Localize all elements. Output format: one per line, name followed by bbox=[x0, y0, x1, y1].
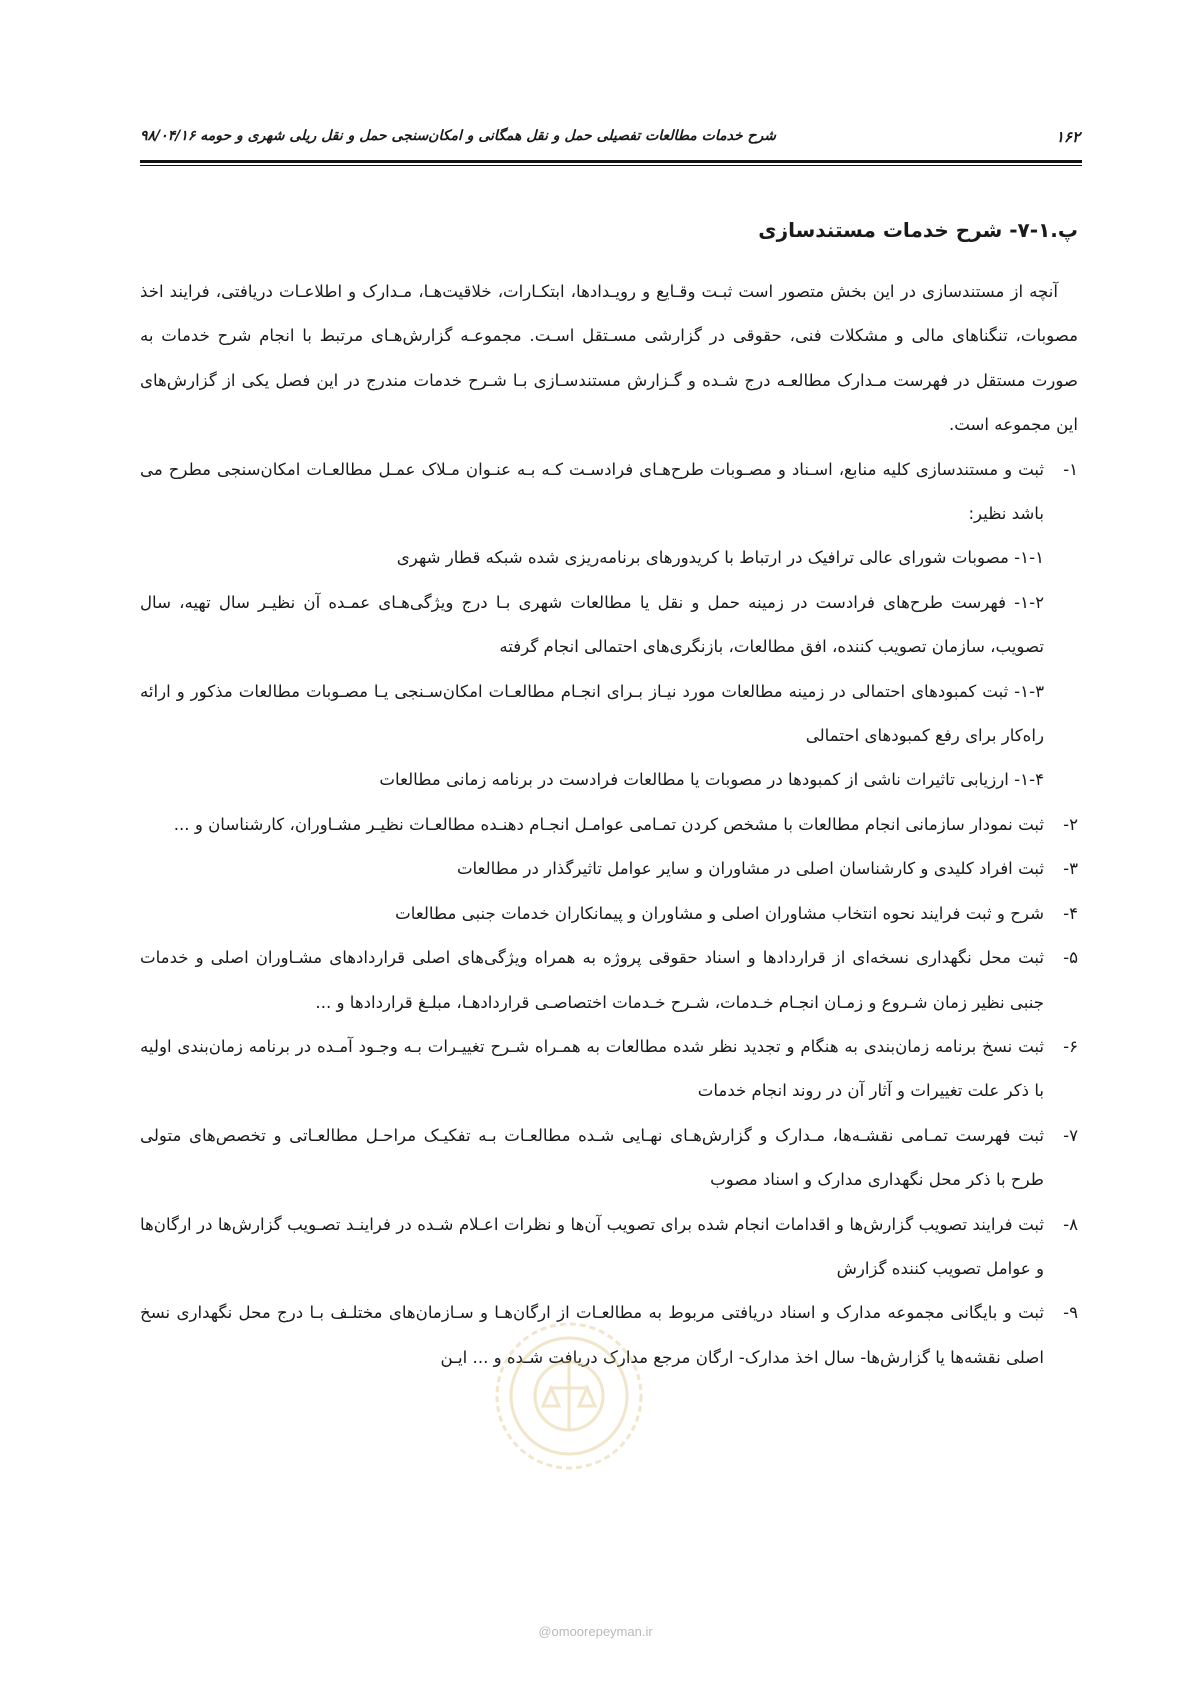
footer-site-watermark: @omoorepeyman.ir bbox=[538, 1624, 653, 1639]
list-item bbox=[140, 936, 1078, 1025]
header-rule bbox=[140, 160, 1082, 166]
item-number: ۴- bbox=[1063, 903, 1078, 923]
sub-item-number: ۱-۲- bbox=[1014, 592, 1044, 612]
section-heading: پ.۱-۷- شرح خدمات مستندسازی bbox=[758, 218, 1078, 242]
sub-item bbox=[140, 581, 1078, 670]
document-body bbox=[140, 212, 1078, 1380]
item-number: ۷- bbox=[1063, 1125, 1078, 1145]
sub-item bbox=[140, 758, 1078, 802]
list-item bbox=[140, 803, 1078, 847]
sub-item-number: ۱-۳- bbox=[1014, 681, 1044, 701]
item-text: ثبت فرایند تصویب گزارش‌ها و اقدامات انجام شده برای تصویب آن‌ها و نظرات اعـلام شـده در فراینـد تصـویب گزارش‌ها در ارگان‌ها و عوامل تصویب کننده گزارش bbox=[140, 1214, 1044, 1278]
page-header bbox=[140, 118, 1082, 168]
sub-item bbox=[140, 536, 1078, 580]
sub-item-text: فهرست طرح‌های فرادست در زمینه حمل و نقل یا مطالعات شهری بـا درج ویژگی‌هـای عمـده آن نظیـر سال تهیه، سال تصویب، سازمان تصویب کننده، افق مطالعات، بازنگری‌های احتمالی انجام گرفته bbox=[140, 592, 1044, 657]
item-text: شرح و ثبت فرایند نحوه انتخاب مشاوران اصلی و مشاوران و پیمانکاران خدمات جنبی مطالعات bbox=[395, 903, 1044, 923]
item-number: ۱- bbox=[1063, 459, 1078, 479]
item-number: ۵- bbox=[1063, 948, 1078, 968]
item-number: ۸- bbox=[1063, 1214, 1078, 1234]
list-item bbox=[140, 1025, 1078, 1114]
item-text: ثبت و مستندسازی کلیه منابع، اسـناد و مصـوبات طرح‌هـای فرادسـت کـه بـه عنـوان مـلاک عمـل مطالعـات امکان‌سنجی مطرح می باشد نظیر: bbox=[140, 459, 1044, 524]
sub-item-number: ۱-۴- bbox=[1014, 770, 1044, 790]
item-number: ۲- bbox=[1063, 814, 1078, 834]
item-text: ثبت محل نگهداری نسخه‌ای از قراردادها و اسناد حقوقی پروژه به همراه ویژگی‌های اصلی قراردادهای مشـاوران اصلی و خدمات جنبی نظیر زمان شـروع و زمـان انجـام خـدمات، شـرح خـدمات اختصاصـی قراردادهـا، مبلـغ قراردادها و ... bbox=[140, 948, 1044, 1012]
list-item bbox=[140, 847, 1078, 891]
sub-item bbox=[140, 670, 1078, 759]
sub-item-number: ۱-۱- bbox=[1014, 548, 1044, 568]
list-item bbox=[140, 892, 1078, 936]
sub-item-text: مصوبات شورای عالی ترافیک در ارتباط با کریدورهای برنامه‌ریزی شده شبکه قطار شهری bbox=[396, 548, 1009, 568]
list-item bbox=[140, 1203, 1078, 1292]
item-number: ۳- bbox=[1063, 859, 1078, 879]
item-text: ثبت و بایگانی مجموعه مدارک و اسناد دریافتی مربوط به مطالعـات از ارگان‌هـا و سـازمان‌های مختلـف بـا درج محل نگهداری نسخ اصلی نقشه‌ها یا گزارش‌ها- سال اخذ مدارک- ارگان مرجع مدارک دریافت شـده و ... ایـن bbox=[140, 1303, 1044, 1367]
sub-item-text: ارزیابی تاثیرات ناشی از کمبودها در مصوبات یا مطالعات فرادست در برنامه زمانی مطالعات bbox=[379, 770, 1009, 790]
item-text: ثبت نسخ برنامه زمان‌بندی به هنگام و تجدید نظر شده مطالعات به همـراه شـرح تغییـرات بـه وجـود آمـده در برنامه زمان‌بندی اولیه با ذکر علت تغییرات و آثار آن در روند انجام خدمات bbox=[140, 1036, 1044, 1101]
watermark-seal-icon bbox=[491, 1318, 647, 1474]
item-text: ثبت افراد کلیدی و کارشناسان اصلی در مشاوران و سایر عوامل تاثیرگذار در مطالعات bbox=[456, 859, 1044, 879]
sub-item-text: ثبت کمبودهای احتمالی در زمینه مطالعات مورد نیـاز بـرای انجـام مطالعـات امکان‌سـنجی یـا مصـوبات مطالعات مذکور و ارائه راه‌کار برای رفع کمبودهای احتمالی bbox=[140, 681, 1044, 746]
item-text: ثبت فهرست تمـامی نقشـه‌ها، مـدارک و گزارش‌هـای نهـایی شـده مطالعـات بـه تفکیـک مراحـل مطالعـاتی و تخصص‌های متولی طرح با ذکر محل نگهداری مدارک و اسناد مصوب bbox=[140, 1125, 1044, 1190]
item-text: ثبت نمودار سازمانی انجام مطالعات با مشخص کردن تمـامی عوامـل انجـام دهنـده مطالعـات نظیـر مشـاوران، کارشناسان و ... bbox=[173, 814, 1044, 834]
item-number: ۹- bbox=[1063, 1303, 1078, 1323]
page-number: ۱۶۲ bbox=[1055, 128, 1080, 146]
list-item bbox=[140, 448, 1078, 537]
list-item bbox=[140, 1114, 1078, 1203]
intro-paragraph: آنچه از مستندسازی در این بخش متصور است ثبـت وقـایع و رویـدادها، ابتکـارات، خلاقیت‌هـا، مـدارک و اطلاعـات دریافتی، فرایند اخذ مصوبات، تنگناهای مالی و مشکلات فنی، حقوقی در گزارشی مسـتقل اسـت. مجموعـه گزارش‌هـای مرتبط با انجام شرح خدمات به صورت مستقل در فهرست مـدارک مطالعـه درج شـده و گـزارش مستندسـازی بـا شـرح خدمات مندرج در این فصل یکی از گزارش‌های این مجموعه است. bbox=[140, 282, 1078, 435]
header-title: شرح خدمات مطالعات تفصیلی حمل و نقل همگانی و امکان‌سنجی حمل و نقل ریلی شهری و حومه ۹۸/۰۴/۱۶ bbox=[140, 128, 776, 144]
item-number: ۶- bbox=[1063, 1036, 1078, 1056]
